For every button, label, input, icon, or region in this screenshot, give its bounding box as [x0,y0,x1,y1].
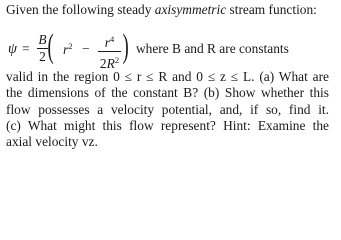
body-line: flow possesses a velocity potential, and, if so, find it. [6,101,329,117]
stream-function-equation [8,28,338,71]
equals-sign: = [22,41,30,56]
body-line: valid in the region 0 ≤ r ≤ R and 0 ≤ z ≤ L. (a) What are [6,69,329,84]
body-line: (c) What might this flow represent? Hint: Examine the [6,117,329,133]
open-parenthesis: ( [47,28,54,65]
denominator-var: R [106,56,115,71]
numerator-exponent: 4 [109,34,115,44]
minus-sign: − [82,41,90,56]
intro-suffix: stream function: [226,2,317,17]
body-line: the dimensions of the constant B? (b) Show whether this [6,85,329,101]
intro-line [6,2,317,18]
problem-body [6,69,336,150]
r4-numerator [105,32,114,50]
where-clause: where B and R are constants [136,41,289,56]
denominator-exponent: 2 [114,55,120,65]
coefficient-denominator: 2 [39,49,46,64]
fraction-bar [98,51,121,52]
close-parenthesis: ) [122,28,129,65]
r4-fraction [98,32,121,71]
r-variable: r [63,42,69,57]
r-exponent: 2 [68,41,73,51]
psi-symbol: ψ [8,41,18,57]
numerator-var: r [104,35,110,50]
intro-emphasis: axisymmetric [154,2,227,17]
intro-prefix: Given the following steady [6,2,155,17]
body-line: axial velocity vz. [6,134,98,150]
denominator-coef: 2 [99,56,107,71]
coefficient-numerator: B [38,32,47,47]
r-squared-term [63,41,72,58]
coefficient-fraction [37,33,48,64]
